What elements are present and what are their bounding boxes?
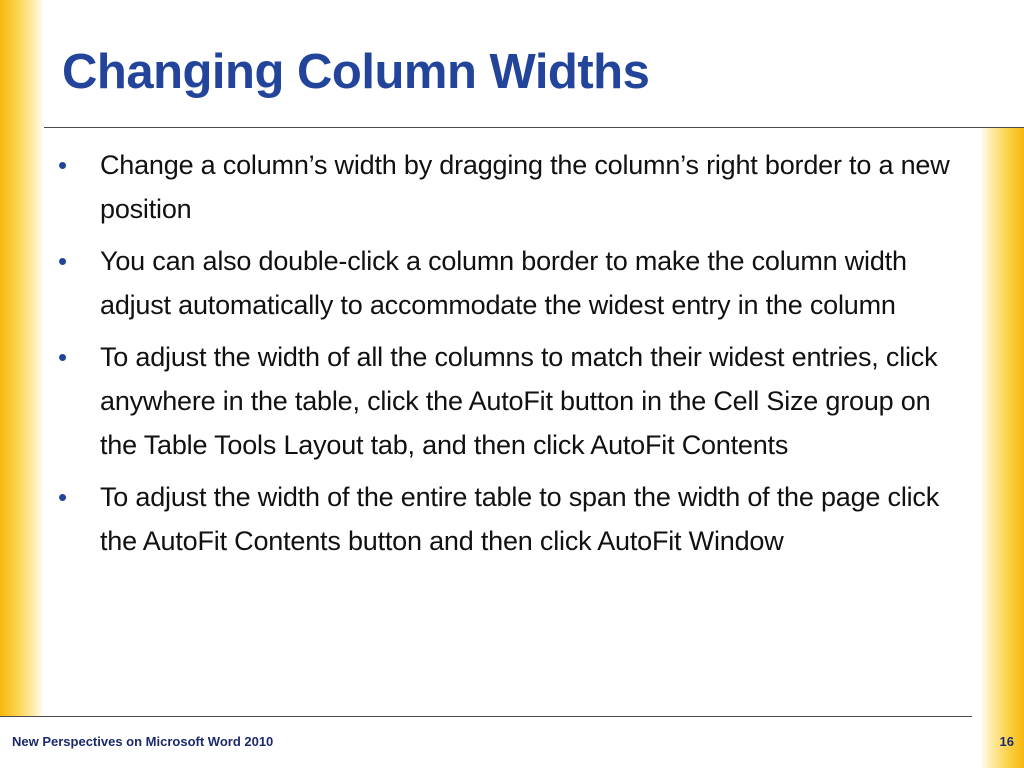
bullet-text: To adjust the width of all the columns to match their widest entries, click anywhere in the table, click the AutoFit button in the Cell Size group on the Table Tools Layout tab, and then click AutoFit Contents [100, 342, 938, 460]
bullet-icon: • [58, 246, 67, 276]
bullet-icon: • [58, 342, 67, 372]
bullet-icon: • [58, 150, 67, 180]
bullet-list [56, 143, 956, 571]
slide-title: Changing Column Widths [62, 45, 650, 99]
bullet-icon: • [58, 482, 67, 512]
bullet-text: You can also double-click a column border to make the column width adjust automatically to accommodate the widest entry in the column [100, 246, 907, 320]
bullet-item [56, 239, 956, 327]
bullet-item [56, 143, 956, 231]
footer-caption: New Perspectives on Microsoft Word 2010 [12, 734, 274, 749]
bullet-item [56, 335, 956, 467]
title-divider [44, 127, 1024, 128]
footer-divider [0, 716, 972, 717]
left-accent-stripe [0, 0, 44, 716]
bullet-text: To adjust the width of the entire table to span the width of the page click the AutoFit Contents button and then click AutoFit Window [100, 482, 940, 556]
page-number: 16 [999, 734, 1014, 749]
bullet-item [56, 475, 956, 563]
right-accent-stripe [980, 128, 1024, 768]
bullet-text: Change a column’s width by dragging the column’s right border to a new position [100, 150, 950, 224]
